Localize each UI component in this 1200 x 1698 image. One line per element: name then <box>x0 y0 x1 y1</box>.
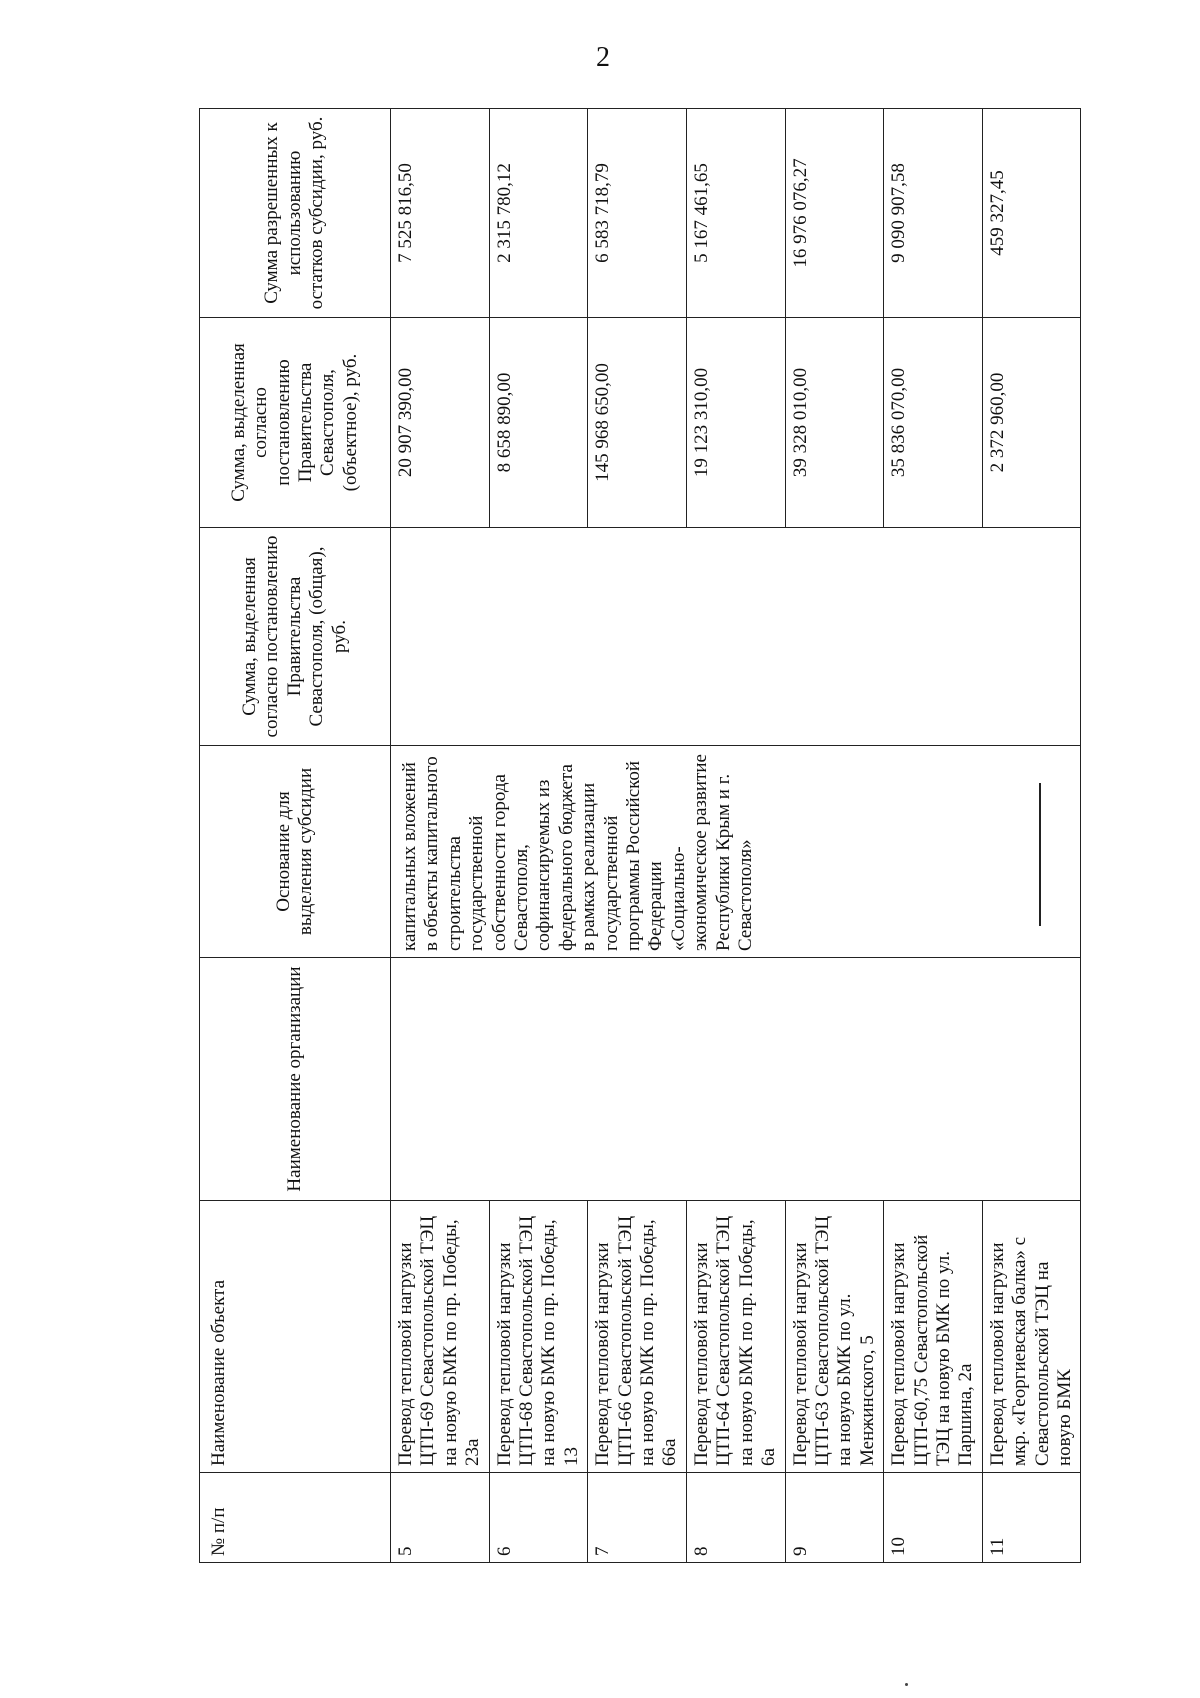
row-object-amount: 39 328 010,00 <box>785 318 884 528</box>
row-allowed-amount: 5 167 461,65 <box>686 109 785 318</box>
row-object-amount: 35 836 070,00 <box>884 318 983 528</box>
row-object-name: Перевод тепловой нагрузки ЦТП-64 Севастопольской ТЭЦ на новую БМК по пр. Победы, 6а <box>686 1201 785 1473</box>
subsidy-table <box>199 108 1081 1563</box>
scan-mark <box>905 1683 908 1686</box>
row-num: 9 <box>785 1473 884 1563</box>
row-num: 5 <box>391 1473 490 1563</box>
page-number: 2 <box>596 42 610 73</box>
row-object-name: Перевод тепловой нагрузки мкр. «Георгиевская балка» с Севастопольской ТЭЦ на новую БМК <box>982 1201 1081 1473</box>
organization-cell <box>391 958 1081 1201</box>
row-num: 8 <box>686 1473 785 1563</box>
row-object-name: Перевод тепловой нагрузки ЦТП-60,75 Севастопольской ТЭЦ на новую БМК по ул. Паршина, 2а <box>884 1201 983 1473</box>
row-allowed-amount: 7 525 816,50 <box>391 109 490 318</box>
amount-total-cell <box>391 528 1081 746</box>
row-object-name: Перевод тепловой нагрузки ЦТП-66 Севастопольской ТЭЦ на новую БМК по пр. Победы, 66а <box>588 1201 687 1473</box>
row-object-amount: 2 372 960,00 <box>982 318 1081 528</box>
separator-line <box>1039 783 1041 926</box>
table-header-row <box>200 109 391 1563</box>
subsidy-table-rotated <box>199 109 1075 1563</box>
header-amount-total: Сумма, выделенная согласно постановлению Правительства Севастополя, (общая), руб. <box>200 528 391 746</box>
row-object-amount: 20 907 390,00 <box>391 318 490 528</box>
row-allowed-amount: 9 090 907,58 <box>884 109 983 318</box>
row-object-name: Перевод тепловой нагрузки ЦТП-63 Севастопольской ТЭЦ на новую БМК по ул. Менжинского, 5 <box>785 1201 884 1473</box>
table-row <box>391 109 490 1563</box>
row-num: 10 <box>884 1473 983 1563</box>
header-organization: Наименование организации <box>200 958 391 1201</box>
header-amount-object: Сумма, выделенная согласно постановлению Правительства Севастополя, (объектное), руб. <box>200 318 391 528</box>
row-allowed-amount: 6 583 718,79 <box>588 109 687 318</box>
row-object-name: Перевод тепловой нагрузки ЦТП-69 Севастопольской ТЭЦ на новую БМК по пр. Победы, 23а <box>391 1201 490 1473</box>
row-object-amount: 145 968 650,00 <box>588 318 687 528</box>
header-amount-allowed: Сумма разрешенных к использованию остатков субсидии, руб. <box>200 109 391 318</box>
row-num: 7 <box>588 1473 687 1563</box>
row-allowed-amount: 2 315 780,12 <box>489 109 588 318</box>
header-basis: Основание для выделения субсидии <box>200 746 391 958</box>
header-num: № п/п <box>200 1473 391 1563</box>
row-allowed-amount: 459 327,45 <box>982 109 1081 318</box>
row-num: 11 <box>982 1473 1081 1563</box>
header-object-name: Наименование объекта <box>200 1201 391 1473</box>
row-allowed-amount: 16 976 076,27 <box>785 109 884 318</box>
row-object-amount: 19 123 310,00 <box>686 318 785 528</box>
row-num: 6 <box>489 1473 588 1563</box>
row-object-name: Перевод тепловой нагрузки ЦТП-68 Севастопольской ТЭЦ на новую БМК по пр. Победы, 13 <box>489 1201 588 1473</box>
basis-cell: капитальных вложений в объекты капитального строительства государственной собственности города Севастополя, софинансируемых из федерального бюджета в рамках реализации государственной программы Российской Федерации «Социально-экономическое развитие Республики Крым и г. Севастополя» <box>391 746 1081 958</box>
row-object-amount: 8 658 890,00 <box>489 318 588 528</box>
